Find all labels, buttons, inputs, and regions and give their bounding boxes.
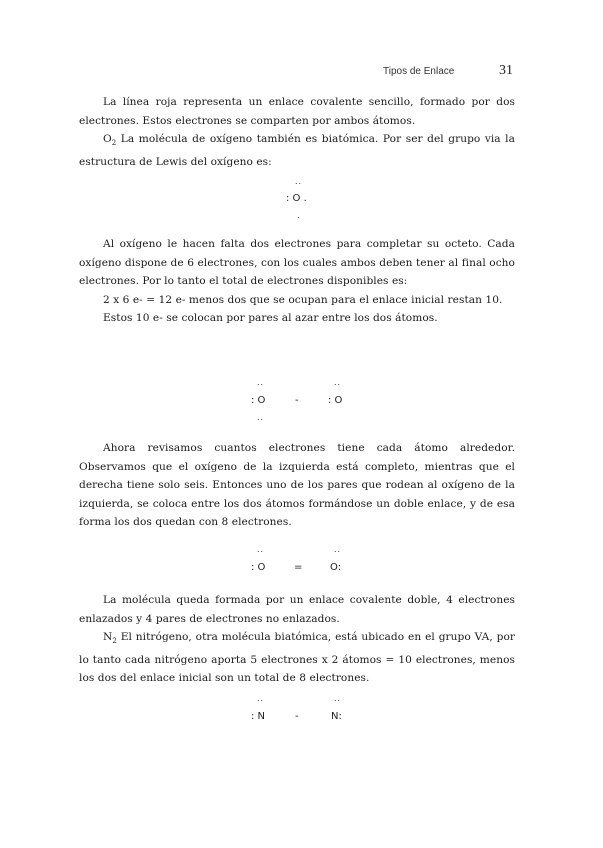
lewis3-right-oxygen: O: — [330, 562, 342, 573]
lewis4-right-nitrogen: N: — [331, 711, 342, 722]
paragraph-molecule-summary: La molécula queda formada por un enlace covalente doble, 4 electrones enlazados y 4 pares de electrones no enlazados. — [79, 594, 515, 625]
running-header: Tipos de Enlace — [383, 66, 455, 77]
nitrogen-text: El nitrógeno, otra molécula biatómica, está ubicado en el grupo VA, por lo tanto cada nitrógeno aporta 5 electrones x 2 átomos = 10 electrones, menos los dos del enlace inicial son un total de 8 electrones. — [79, 631, 515, 685]
lewis2-right-oxygen: : O — [328, 395, 343, 406]
paragraph-block-1 — [79, 93, 515, 171]
lewis1-oxygen: : O . — [286, 193, 307, 204]
page-number: 31 — [499, 63, 513, 78]
paragraph-pairs: Estos 10 e- se colocan por pares al azar entre los dos átomos. — [103, 312, 438, 324]
lewis2-top-right-dots: .. — [334, 378, 342, 387]
lewis2-left-oxygen: : O — [251, 395, 266, 406]
formula-o2: O — [103, 133, 112, 145]
paragraph-block-4 — [79, 591, 515, 688]
lewis3-left-oxygen: : O — [251, 562, 266, 573]
oxygen-intro-text: La molécula de oxígeno también es biatómica. Por ser del grupo via la estructura de Lewis del oxígeno es: — [79, 133, 515, 168]
lewis4-top-right-dots: .. — [334, 694, 342, 703]
paragraph-nitrogen — [79, 628, 515, 688]
lewis2-single-bond: - — [295, 395, 299, 406]
paragraph-electron-count: 2 x 6 e- = 12 e- menos dos que se ocupan para el enlace inicial restan 10. — [103, 293, 503, 306]
lewis4-single-bond: - — [295, 711, 299, 722]
paragraph-block-3 — [79, 439, 515, 532]
lewis4-top-left-dots: .. — [257, 694, 265, 703]
lewis3-double-bond: = — [294, 562, 303, 573]
paragraph-block-2 — [79, 235, 515, 328]
lewis3-top-left-dots: .. — [257, 545, 265, 554]
paragraph-double-bond: Ahora revisamos cuantos electrones tiene cada átomo alrededor. Observamos que el oxígeno de la izquierda está completo, mientras que el derecha tiene solo seis. Entonces uno de los pares que rodean al oxígeno de la izquierda, se coloca entre los dos átomos formándose un doble enlace, y de esa forma los dos quedan con 8 electrones. — [79, 442, 515, 528]
formula-subscript-n: 2 — [112, 637, 117, 646]
lewis1-bottom-dot: . — [297, 211, 301, 220]
lewis3-top-right-dots: .. — [334, 545, 342, 554]
paragraph-oxygen-intro — [79, 130, 515, 171]
formula-subscript: 2 — [111, 139, 117, 148]
lewis2-bottom-left-dots: .. — [257, 413, 265, 422]
lewis1-top-dots: .. — [295, 177, 303, 186]
paragraph-single-bond: La línea roja representa un enlace covalente sencillo, formado por dos electrones. Estos electrones se comparten por ambos átomos. — [79, 96, 515, 127]
lewis2-top-left-dots: .. — [257, 378, 265, 387]
paragraph-octet: Al oxígeno le hacen falta dos electrones para completar su octeto. Cada oxígeno dispone de 6 electrones, con los cuales ambos deben tener al final ocho electrones. Por lo tanto el total de electrones disponibles es: — [79, 238, 515, 287]
formula-n2: N — [103, 631, 113, 643]
lewis4-left-nitrogen: : N — [251, 711, 266, 722]
